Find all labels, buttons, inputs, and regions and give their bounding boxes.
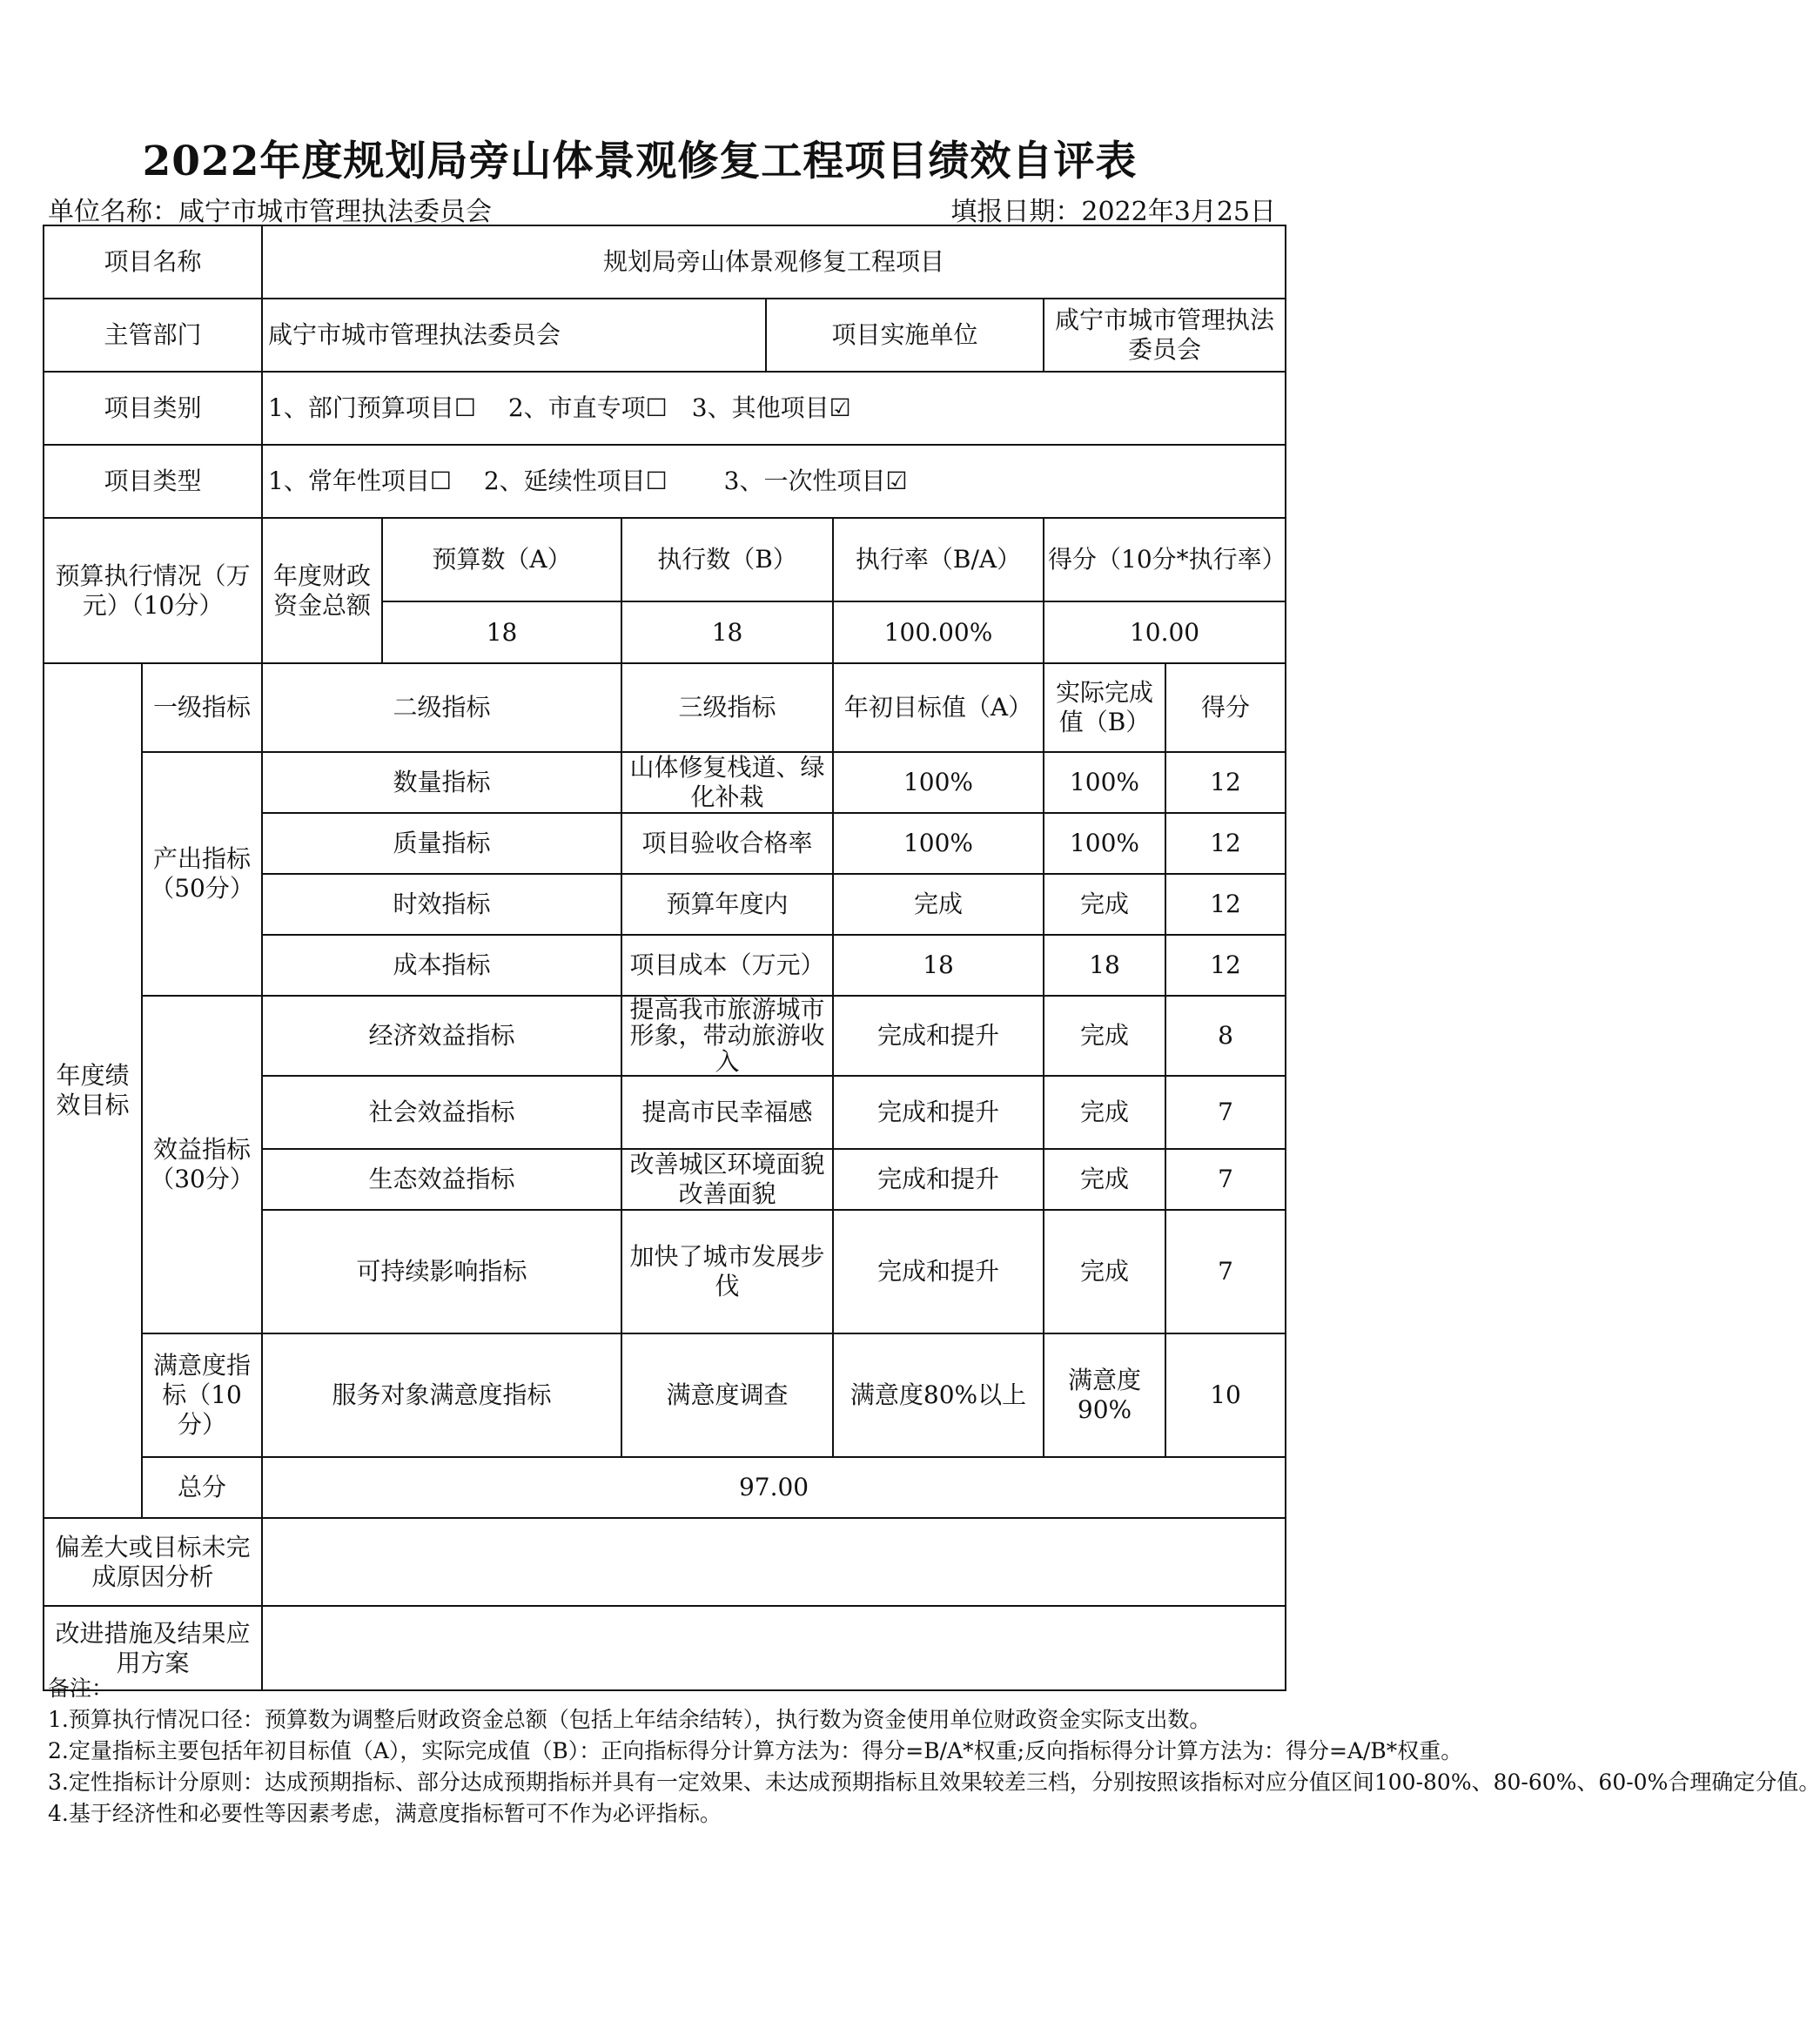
deviation-label: 偏差大或目标未完成原因分析 (44, 1518, 262, 1606)
budget-label: 预算执行情况（万元）（10分） (44, 518, 262, 663)
dept-label: 主管部门 (44, 299, 262, 372)
impl-unit-label: 项目实施单位 (766, 299, 1044, 372)
output-target: 18 (833, 935, 1044, 996)
unit-name: 单位名称：咸宁市城市管理执法委员会 (48, 197, 492, 227)
notes (48, 1673, 1820, 1830)
output-l2: 时效指标 (262, 874, 621, 935)
output-target: 完成 (833, 874, 1044, 935)
benefit-l2: 生态效益指标 (262, 1149, 621, 1210)
benefit-score: 7 (1165, 1149, 1286, 1210)
evaluation-table (43, 225, 1286, 1691)
dept-value: 咸宁市城市管理执法委员会 (262, 299, 766, 372)
output-l3: 预算年度内 (621, 874, 833, 935)
budget-header-a: 预算数（A） (382, 518, 621, 601)
satisfaction-score: 10 (1165, 1333, 1286, 1457)
benefit-l3: 提高我市旅游城市形象，带动旅游收入 (621, 996, 833, 1076)
benefit-l2: 可持续影响指标 (262, 1210, 621, 1333)
output-score: 12 (1165, 935, 1286, 996)
benefit-label: 效益指标（30分） (142, 996, 262, 1333)
annual-goal-label: 年度绩效目标 (44, 663, 142, 1518)
satisfaction-l2: 服务对象满意度指标 (262, 1333, 621, 1457)
output-actual: 18 (1044, 935, 1165, 996)
output-score: 12 (1165, 874, 1286, 935)
ind-header-l3: 三级指标 (621, 663, 833, 752)
budget-header-rate: 执行率（B/A） (833, 518, 1044, 601)
output-l2: 质量指标 (262, 813, 621, 874)
budget-header-score: 得分（10分*执行率） (1044, 518, 1286, 601)
benefit-target: 完成和提升 (833, 1076, 1044, 1149)
ind-header-l1: 一级指标 (142, 663, 262, 752)
benefit-target: 完成和提升 (833, 1149, 1044, 1210)
fill-date: 填报日期：2022年3月25日 (950, 197, 1276, 227)
benefit-actual: 完成 (1044, 1076, 1165, 1149)
benefit-l3: 改善城区环境面貌改善面貌 (621, 1149, 833, 1210)
output-l2: 成本指标 (262, 935, 621, 996)
budget-header-b: 执行数（B） (621, 518, 833, 601)
ind-header-score: 得分 (1165, 663, 1286, 752)
benefit-score: 7 (1165, 1076, 1286, 1149)
benefit-actual: 完成 (1044, 1210, 1165, 1333)
satisfaction-actual: 满意度90% (1044, 1333, 1165, 1457)
output-score: 12 (1165, 813, 1286, 874)
budget-value-a: 18 (382, 601, 621, 663)
benefit-actual: 完成 (1044, 1149, 1165, 1210)
output-l3: 山体修复栈道、绿化补栽 (621, 752, 833, 813)
budget-value-score: 10.00 (1044, 601, 1286, 663)
impl-unit-value: 咸宁市城市管理执法委员会 (1044, 299, 1286, 372)
benefit-l2: 社会效益指标 (262, 1076, 621, 1149)
output-l3: 项目成本（万元） (621, 935, 833, 996)
output-actual: 100% (1044, 752, 1165, 813)
budget-value-rate: 100.00% (833, 601, 1044, 663)
type-label: 项目类型 (44, 445, 262, 518)
project-name-label: 项目名称 (44, 225, 262, 299)
ind-header-actual: 实际完成值（B） (1044, 663, 1165, 752)
total-value: 97.00 (262, 1457, 1286, 1518)
note-line: 3.定性指标计分原则：达成预期指标、部分达成预期指标并具有一定效果、未达成预期指标且效果较差三档，分别按照该指标对应分值区间100-80%、80-60%、60-0%合理确定分值。 (48, 1770, 1820, 1795)
satisfaction-target: 满意度80%以上 (833, 1333, 1044, 1457)
note-line: 1.预算执行情况口径：预算数为调整后财政资金总额（包括上年结余结转），执行数为资金使用单位财政资金实际支出数。 (48, 1707, 1212, 1732)
type-options: 1、常年性项目☐ 2、延续性项目☐ 3、一次性项目☑ (262, 445, 1286, 518)
improve-label: 改进措施及结果应用方案 (44, 1606, 262, 1690)
benefit-score: 8 (1165, 996, 1286, 1076)
category-label: 项目类别 (44, 372, 262, 445)
budget-value-b: 18 (621, 601, 833, 663)
page-title: 2022年度规划局旁山体景观修复工程项目绩效自评表 (142, 138, 1138, 185)
output-label: 产出指标（50分） (142, 752, 262, 996)
total-label: 总分 (142, 1457, 262, 1518)
output-target: 100% (833, 752, 1044, 813)
project-name-value: 规划局旁山体景观修复工程项目 (262, 225, 1286, 299)
benefit-actual: 完成 (1044, 996, 1165, 1076)
ind-header-target: 年初目标值（A） (833, 663, 1044, 752)
benefit-l3: 加快了城市发展步伐 (621, 1210, 833, 1333)
output-l2: 数量指标 (262, 752, 621, 813)
output-target: 100% (833, 813, 1044, 874)
benefit-target: 完成和提升 (833, 1210, 1044, 1333)
benefit-l2: 经济效益指标 (262, 996, 621, 1076)
category-options: 1、部门预算项目☐ 2、市直专项☐ 3、其他项目☑ (262, 372, 1286, 445)
deviation-value (262, 1518, 1286, 1606)
satisfaction-l3: 满意度调查 (621, 1333, 833, 1457)
note-line: 2.定量指标主要包括年初目标值（A），实际完成值（B）：正向指标得分计算方法为：得分=B/A*权重;反向指标得分计算方法为：得分=A/B*权重。 (48, 1738, 1463, 1763)
output-score: 12 (1165, 752, 1286, 813)
notes-heading: 备注： (48, 1676, 114, 1701)
output-actual: 100% (1044, 813, 1165, 874)
output-actual: 完成 (1044, 874, 1165, 935)
note-line: 4.基于经济性和必要性等因素考虑，满意度指标暂可不作为必评指标。 (48, 1801, 722, 1826)
benefit-l3: 提高市民幸福感 (621, 1076, 833, 1149)
benefit-target: 完成和提升 (833, 996, 1044, 1076)
satisfaction-label: 满意度指标（10分） (142, 1333, 262, 1457)
ind-header-l2: 二级指标 (262, 663, 621, 752)
output-l3: 项目验收合格率 (621, 813, 833, 874)
benefit-score: 7 (1165, 1210, 1286, 1333)
budget-sub-label: 年度财政资金总额 (262, 518, 382, 663)
